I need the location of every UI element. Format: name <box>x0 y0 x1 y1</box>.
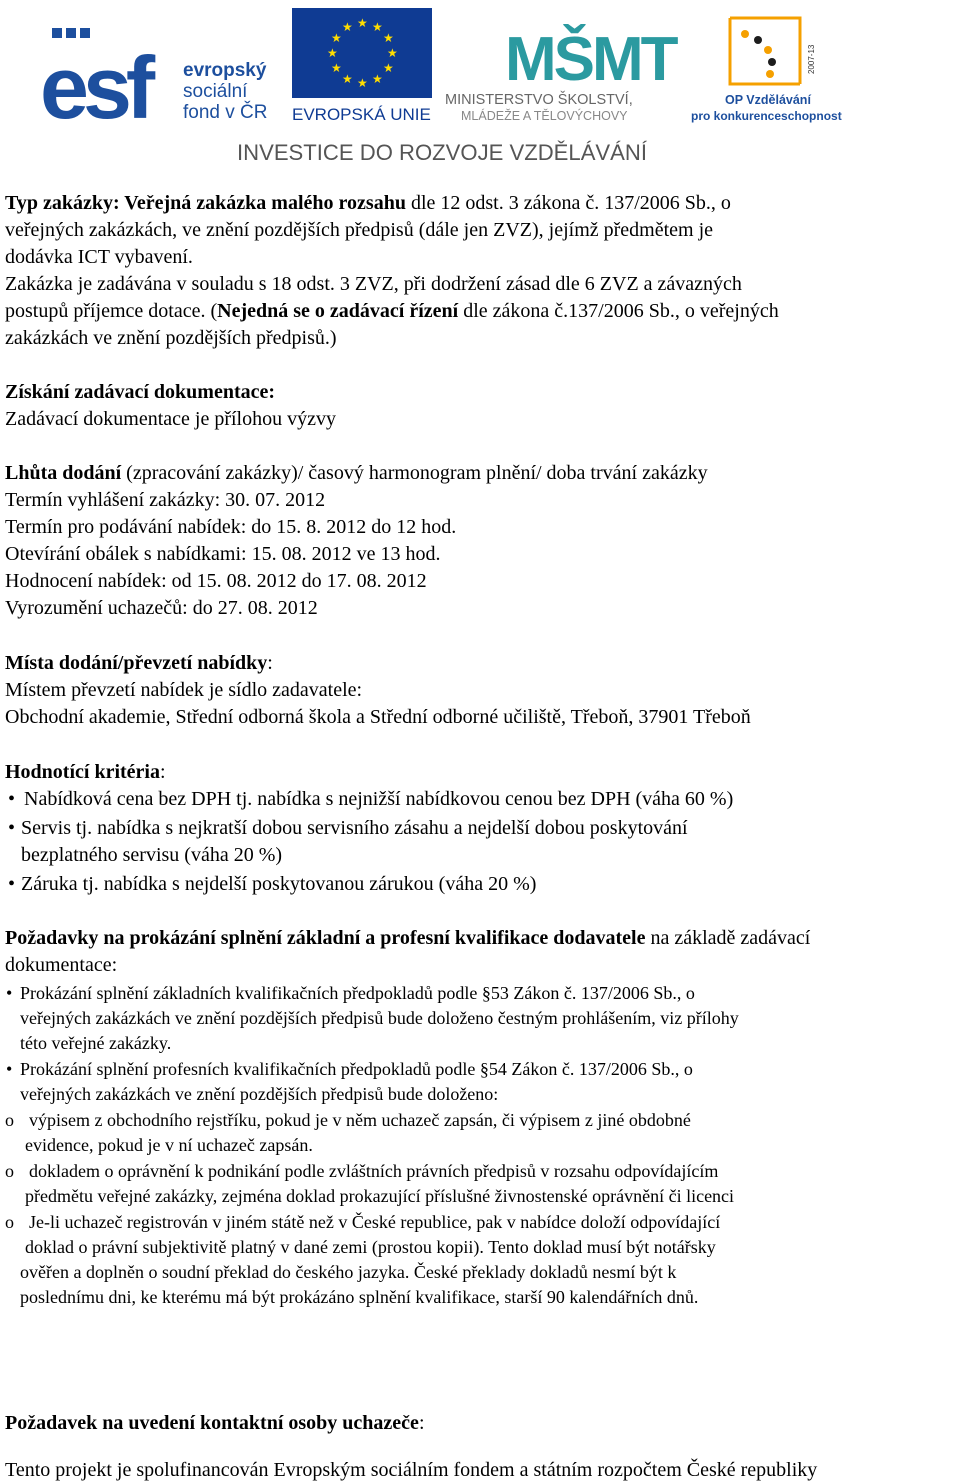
dokumentace-text: Zadávací dokumentace je přílohou výzvy <box>5 408 336 430</box>
doklad-zahranici-cont: poslednímu dni, ke kterému má být prokázáno splnění kvalifikace, starší 90 kalendářních dnů. <box>20 1287 699 1307</box>
op-line1: OP Vzdělávání <box>725 93 811 107</box>
kriterium-zaruka: Záruka tj. nabídka s nejdelší poskytovanou zárukou (váha 20 %) <box>21 873 537 895</box>
op-line2: pro konkurenceschopnost <box>691 109 842 123</box>
doklad-zahranici: Je-li uchazeč registrován v jiném státě než v České republice, pak v nabídce doloží odpovídající <box>29 1212 721 1232</box>
intro-line-3: dodávka ICT vybavení. <box>5 246 193 268</box>
kriteria-heading: Hodnotící kritéria: <box>5 761 166 783</box>
pozadavky-heading: Požadavky na prokázání splnění základní a profesní kvalifikace dodavatele na základě zadávací <box>5 927 811 949</box>
schedule-item: Hodnocení nabídek: od 15. 08. 2012 do 17. 08. 2012 <box>5 570 427 592</box>
bullet-icon: • <box>6 983 13 1003</box>
dokumentace-heading: Získání zadávací dokumentace: <box>5 381 276 403</box>
esf-line3: fond v ČR <box>183 102 268 123</box>
bullet-icon: • <box>8 817 16 839</box>
esf-line1: evropský <box>183 60 267 81</box>
zakladni-kvalifikace-cont: této veřejné zakázky. <box>20 1033 172 1053</box>
eu-star-icon: ★ <box>331 61 342 75</box>
kontakt-heading: Požadavek na uvedení kontaktní osoby uchazeče: <box>5 1412 425 1434</box>
intro-line-2: veřejných zakázkách, ve znění pozdějších předpisů (dále jen ZVZ), jejímž předmětem je <box>5 219 714 241</box>
msmt-line1: MINISTERSTVO ŠKOLSTVÍ, <box>445 92 633 108</box>
mista-line-1: Místem převzetí nabídek je sídlo zadavatele: <box>5 679 363 701</box>
esf-square-icon <box>52 28 62 38</box>
eu-label: EVROPSKÁ UNIE <box>292 105 431 124</box>
footer-note: Tento projekt je spolufinancován Evropským sociálním fondem a státním rozpočtem České republiky <box>5 1459 818 1481</box>
esf-square-icon <box>66 28 76 38</box>
bullet-icon: • <box>8 788 16 810</box>
op-years: 2007-13 <box>807 44 816 74</box>
schedule-item: Termín vyhlášení zakázky: 30. 07. 2012 <box>5 489 326 511</box>
kriterium-servis: Servis tj. nabídka s nejkratší dobou servisního zásahu a nejdelší dobou poskytování <box>21 817 688 839</box>
logo-strip <box>0 0 960 170</box>
pozadavky-heading-cont: dokumentace: <box>5 954 118 976</box>
doklad-opravneni: dokladem o oprávnění k podnikání podle zvláštních právních předpisů v rozsahu odpovídajícím <box>29 1161 719 1181</box>
schedule-item: Otevírání obálek s nabídkami: 15. 08. 2012 ve 13 hod. <box>5 543 441 565</box>
intro-line-5: postupů příjemce dotace. (Nejedná se o zadávací řízení dle zákona č.137/2006 Sb., o veřejných <box>5 300 779 322</box>
schedule-item: Vyrozumění uchazečů: do 27. 08. 2012 <box>5 597 318 619</box>
intro-line-4: Zakázka je zadávána v souladu s 18 odst. 3 ZVZ, při dodržení zásad dle 6 ZVZ a závazných <box>5 273 742 295</box>
esf-letters: esf <box>40 38 150 137</box>
tagline: INVESTICE DO ROZVOJE VZDĚLÁVÁNÍ <box>237 140 648 165</box>
intro-line-6: zakázkách ve znění pozdějších předpisů.) <box>5 327 337 349</box>
lhuta-heading: Lhůta dodání (zpracování zakázky)/ časový harmonogram plnění/ doba trvání zakázky <box>5 462 708 484</box>
bullet-icon: • <box>6 1059 13 1079</box>
kriterium-servis-cont: bezplatného servisu (váha 20 %) <box>21 844 283 866</box>
op-logo <box>691 18 842 123</box>
esf-line2: sociální <box>183 81 248 102</box>
eu-star-icon: ★ <box>342 71 353 86</box>
zakladni-kvalifikace: Prokázání splnění základních kvalifikačních předpokladů podle §53 Zákon č. 137/2006 Sb., o <box>20 983 695 1003</box>
eu-star-icon: ★ <box>382 31 394 45</box>
circle-bullet-icon: o <box>5 1161 14 1181</box>
type-label: Typ zakázky: Veřejná zakázka malého rozsahu <box>5 192 406 214</box>
eu-star-icon: ★ <box>331 31 342 45</box>
doklad-zahranici-cont: ověřen a doplněn o soudní překlad do českého jazyka. České překlady dokladů nesmí být k <box>20 1262 677 1282</box>
eu-star-icon: ★ <box>342 20 353 35</box>
kriterium-cena: Nabídková cena bez DPH tj. nabídka s nejnižší nabídkovou cenou bez DPH (váha 60 %) <box>24 788 734 810</box>
intro-line-1: Typ zakázky: Veřejná zakázka malého rozsahu dle 12 odst. 3 zákona č. 137/2006 Sb., o <box>5 192 731 214</box>
schedule-item: Termín pro podávání nabídek: do 15. 8. 2012 do 12 hod. <box>5 516 457 538</box>
eu-star-icon: ★ <box>357 16 368 30</box>
mista-heading: Místa dodání/převzetí nabídky: <box>5 652 273 674</box>
msmt-letters: MŠMT <box>505 25 676 94</box>
esf-logo <box>40 28 267 137</box>
circle-bullet-icon: o <box>5 1212 14 1232</box>
doklad-rejstrik: výpisem z obchodního rejstříku, pokud je v něm uchazeč zapsán, či výpisem z jiné obdobné <box>29 1110 691 1130</box>
eu-star-icon: ★ <box>327 46 338 60</box>
esf-square-icon <box>80 28 90 38</box>
eu-star-icon: ★ <box>382 61 394 75</box>
doklad-rejstrik-cont: evidence, pokud je v ní uchazeč zapsán. <box>25 1135 313 1155</box>
msmt-logo <box>445 25 679 123</box>
eu-logo <box>292 8 432 124</box>
eu-star-icon: ★ <box>387 46 398 60</box>
profesni-kvalifikace: Prokázání splnění profesních kvalifikačních předpokladů podle §54 Zákon č. 137/2006 Sb., o <box>20 1059 693 1079</box>
circle-bullet-icon: o <box>5 1110 14 1130</box>
doklad-zahranici-cont: doklad o právní subjektivitě platný v dané zemi (prostou kopii). Tento doklad musí být notářsky <box>25 1237 716 1257</box>
profesni-kvalifikace-cont: veřejných zakázkách ve znění pozdějších předpisů bude doloženo: <box>20 1084 499 1104</box>
eu-star-icon: ★ <box>372 20 383 35</box>
zakladni-kvalifikace-cont: veřejných zakázkách ve znění pozdějších předpisů bude doloženo čestným prohlášením, viz přílohy <box>20 1008 739 1028</box>
mista-address: Obchodní akademie, Střední odborná škola a Střední odborné učiliště, Třeboň, 37901 Třeboň <box>5 706 751 728</box>
eu-star-icon: ★ <box>357 76 368 90</box>
msmt-line2: MLÁDEŽE A TĚLOVÝCHOVY <box>461 109 628 123</box>
eu-star-icon: ★ <box>372 71 383 86</box>
bullet-icon: • <box>8 873 16 895</box>
doklad-opravneni-cont: předmětu veřejné zakázky, zejména doklad prokazující příslušné živnostenské oprávnění či licenci <box>25 1186 735 1206</box>
